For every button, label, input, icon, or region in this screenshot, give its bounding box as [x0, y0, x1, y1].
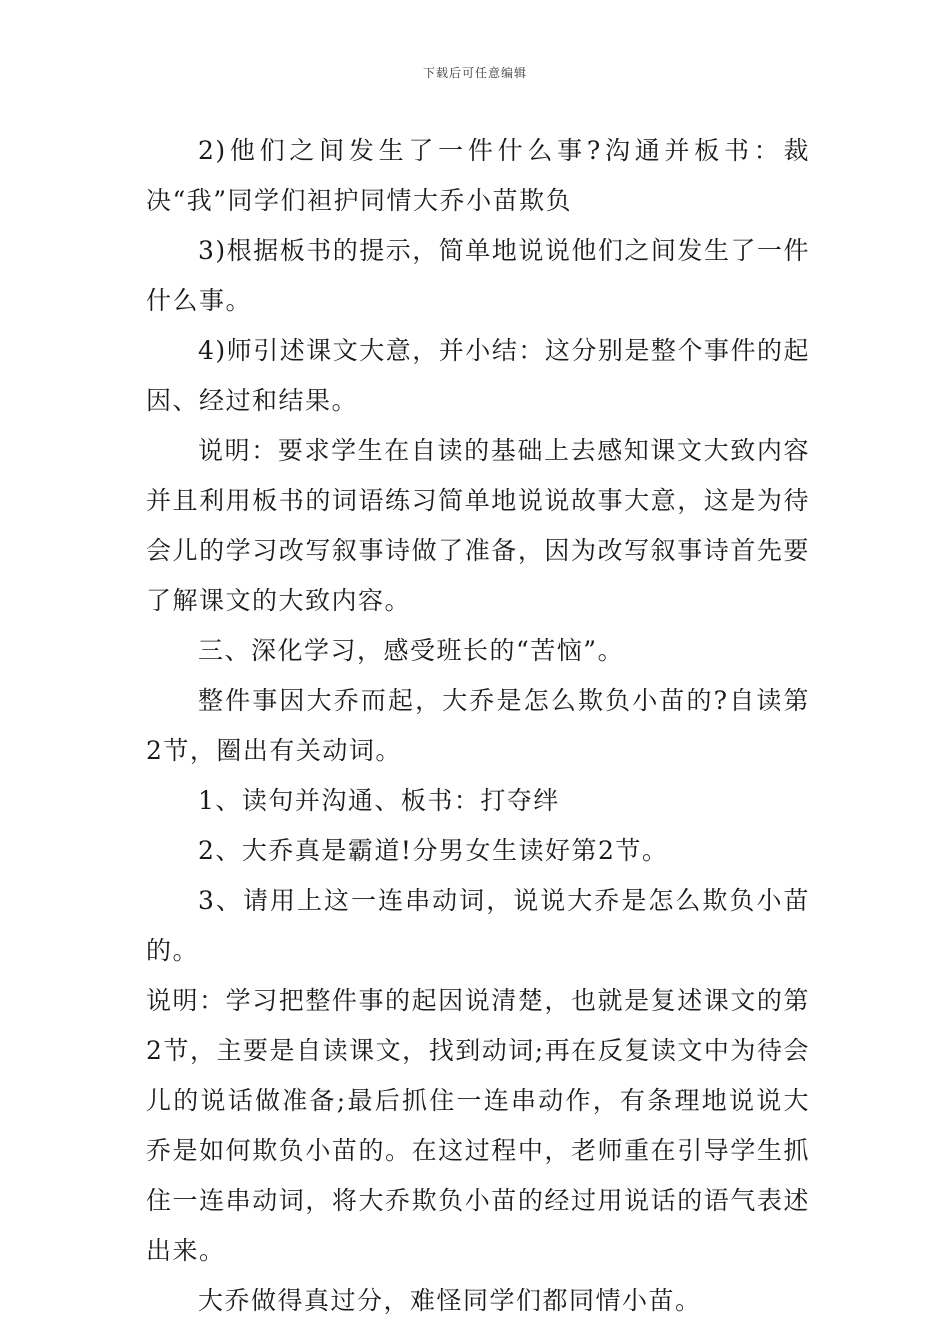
section-heading-3: 三、深化学习，感受班长的“苦恼”。 [198, 636, 625, 665]
paragraph-closing: 大乔做得真过分，难怪同学们都同情小苗。 [198, 1286, 702, 1315]
paragraph-self-reading: 整件事因大乔而起，大乔是怎么欺负小苗的?自读第2节，圈出有关动词。 [146, 686, 810, 765]
paragraph-explanation-2: 说明：学习把整件事的起因说清楚，也就是复述课文的第2节，主要是自读课文，找到动词;再在反复读文中为待会儿的说话做准备;最后抓住一连串动作，有条理地说说大乔是如何欺负小苗的。在这过程中，老师重在引导学生抓住一连串动词，将大乔欺负小苗的经过用说话的语气表述出来。 [146, 986, 810, 1265]
step-2: 2、大乔真是霸道!分男女生读好第2节。 [198, 836, 669, 865]
paragraph-explanation-1: 说明：要求学生在自读的基础上去感知课文大致内容并且利用板书的词语练习简单地说说故事大意，这是为待会儿的学习改写叙事诗做了准备，因为改写叙事诗首先要了解课文的大致内容。 [146, 436, 810, 615]
paragraph-retell-event: 3)根据板书的提示，简单地说说他们之间发生了一件什么事。 [146, 236, 810, 315]
paragraph-event-question: 2)他们之间发生了一件什么事?沟通并板书：裁决“我”同学们袒护同情大乔小苗欺负 [146, 136, 810, 215]
paragraph-teacher-summary: 4)师引述课文大意，并小结：这分别是整个事件的起因、经过和结果。 [146, 336, 810, 415]
step-1: 1、读句并沟通、板书：打夺绊 [198, 786, 560, 815]
step-3: 3、请用上这一连串动词，说说大乔是怎么欺负小苗的。 [146, 886, 810, 965]
document-body [146, 126, 810, 1326]
header-note: 下载后可任意编辑 [422, 66, 527, 80]
